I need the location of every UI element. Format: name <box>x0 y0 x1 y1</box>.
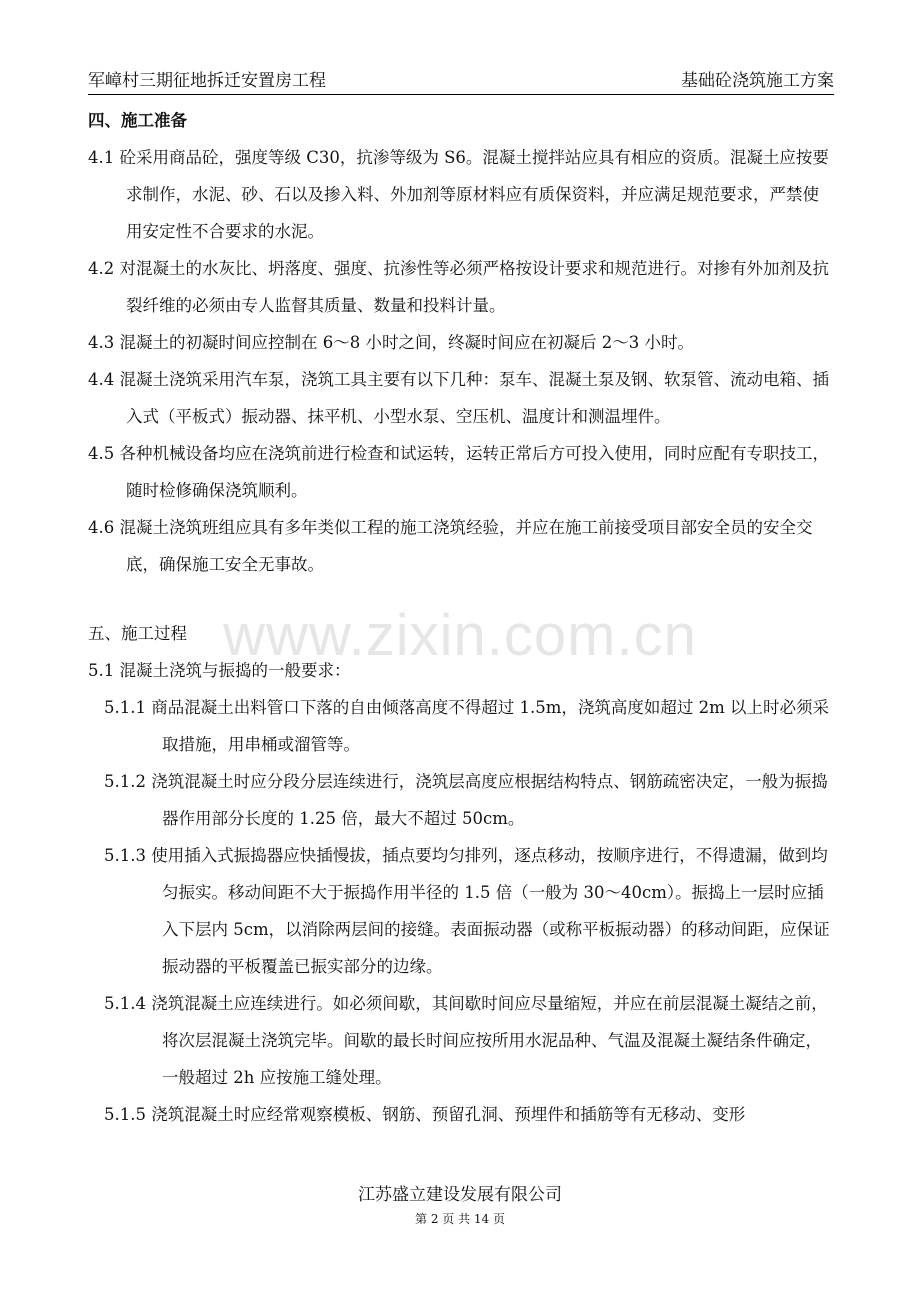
paragraph-5-1-3: 5.1.3 使用插入式振捣器应快插慢拔，插点要均匀排列，逐点移动，按顺序进行，不得遗漏，做到均匀振实。移动间距不大于振捣作用半径的 1.5 倍（一般为 30～40cm）。振捣上一层时应插入下层内 5cm，以消除两层间的接缝。表面振动器（或称平板振动器）的移动间距，应保证振动器的平板覆盖已振实部分的边缘。 <box>104 846 830 976</box>
watermark: www.zixin.com.cn <box>223 603 697 668</box>
paragraph-4-3: 4.3 混凝土的初凝时间应控制在 6～8 小时之间，终凝时间应在初凝后 2～3 小时。 <box>88 333 694 352</box>
paragraph-4-5: 4.5 各种机械设备均应在浇筑前进行检查和试运转，运转正常后方可投入使用，同时应配有专职技工，随时检修确保浇筑顺利。 <box>88 444 829 500</box>
paragraph-5-1-2: 5.1.2 浇筑混凝土时应分段分层连续进行，浇筑层高度应根据结构特点、钢筋疏密决定，一般为振捣器作用部分长度的 1.25 倍，最大不超过 50cm。 <box>104 772 828 828</box>
paragraph-5-1: 5.1 混凝土浇筑与振捣的一般要求： <box>88 661 351 680</box>
paragraph-5-1-5: 5.1.5 浇筑混凝土时应经常观察模板、钢筋、预留孔洞、预埋件和插筋等有无移动、变形 <box>104 1105 746 1124</box>
section-4-heading: 四、施工准备 <box>88 111 187 130</box>
document-body <box>88 100 834 1133</box>
paragraph-4-4: 4.4 混凝土浇筑采用汽车泵，浇筑工具主要有以下几种：泵车、混凝土泵及钢、软泵管、流动电箱、插入式（平板式）振动器、抹平机、小型水泵、空压机、温度计和测温埋件。 <box>88 370 829 426</box>
footer-company: 江苏盛立建设发展有限公司 <box>358 1185 562 1205</box>
paragraph-5-1-1: 5.1.1 商品混凝土出料管口下落的自由倾落高度不得超过 1.5m，浇筑高度如超过 2m 以上时必须采取措施，用串桶或溜管等。 <box>104 698 829 754</box>
section-5-heading: 五、施工过程 <box>88 624 187 643</box>
project-name: 军嶂村三期征地拆迁安置房工程 <box>88 71 326 91</box>
paragraph-5-1-4: 5.1.4 浇筑混凝土应连续进行。如必须间歇，其间歇时间应尽量缩短，并应在前层混凝土凝结之前，将次层混凝土浇筑完毕。间歇的最长时间应按所用水泥品种、气温及混凝土凝结条件确定，一般超过 2h 应按施工缝处理。 <box>104 994 828 1087</box>
paragraph-4-6: 4.6 混凝土浇筑班组应具有多年类似工程的施工浇筑经验，并应在施工前接受项目部安全员的安全交底，确保施工安全无事故。 <box>88 518 813 574</box>
paragraph-4-1: 4.1 砼采用商品砼，强度等级 C30，抗渗等级为 S6。混凝土搅拌站应具有相应的资质。混凝土应按要求制作，水泥、砂、石以及掺入料、外加剂等原材料应有质保资料，并应满足规范要求，严禁使用安定性不合要求的水泥。 <box>88 148 829 241</box>
document-title: 基础砼浇筑施工方案 <box>681 71 834 91</box>
page-number: 第 2 页 共 14 页 <box>415 1212 505 1226</box>
page-header <box>88 64 834 95</box>
paragraph-4-2: 4.2 对混凝土的水灰比、坍落度、强度、抗渗性等必须严格按设计要求和规范进行。对掺有外加剂及抗裂纤维的必须由专人监督其质量、数量和投料计量。 <box>88 259 829 315</box>
